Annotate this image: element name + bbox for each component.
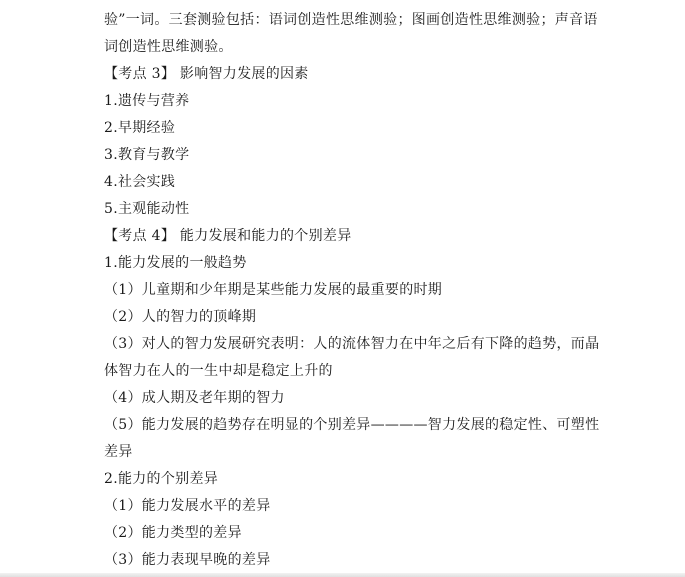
list-item-initiative: 5.主观能动性 — [104, 201, 190, 217]
list-item-trend-1: （1）儿童期和少年期是某些能力发展的最重要的时期 — [104, 282, 443, 298]
section-heading-3: 【考点 3】 影响智力发展的因素 — [104, 66, 309, 82]
list-item-trend-5b: 差异 — [104, 444, 133, 460]
list-item-trend-4: （4）成人期及老年期的智力 — [104, 390, 285, 406]
list-item-trend-5a: （5）能力发展的趋势存在明显的个别差异————智力发展的稳定性、可塑性 — [104, 417, 600, 433]
list-item-diff-1: （1）能力发展水平的差异 — [104, 498, 271, 514]
subheading-individual-differences: 2.能力的个别差异 — [104, 471, 219, 487]
list-item-trend-3b: 体智力在人的一生中却是稳定上升的 — [104, 363, 333, 379]
list-item-genetics: 1.遗传与营养 — [104, 93, 190, 109]
text-line-intro-2: 词创造性思维测验。 — [104, 39, 233, 55]
section-heading-4: 【考点 4】 能力发展和能力的个别差异 — [104, 228, 352, 244]
list-item-education: 3.教育与教学 — [104, 147, 190, 163]
list-item-early-experience: 2.早期经验 — [104, 120, 176, 136]
list-item-trend-3a: （3）对人的智力发展研究表明：人的流体智力在中年之后有下降的趋势，而晶 — [104, 336, 600, 352]
list-item-social-practice: 4.社会实践 — [104, 174, 176, 190]
list-item-diff-2: （2）能力类型的差异 — [104, 525, 242, 541]
list-item-diff-3: （3）能力表现早晚的差异 — [104, 552, 271, 568]
page-bottom-edge — [0, 573, 685, 577]
list-item-trend-2: （2）人的智力的顶峰期 — [104, 309, 257, 325]
text-line-intro-1: 验”一词。三套测验包括：语词创造性思维测验；图画创造性思维测验；声音语 — [104, 12, 598, 28]
subheading-general-trend: 1.能力发展的一般趋势 — [104, 255, 247, 271]
